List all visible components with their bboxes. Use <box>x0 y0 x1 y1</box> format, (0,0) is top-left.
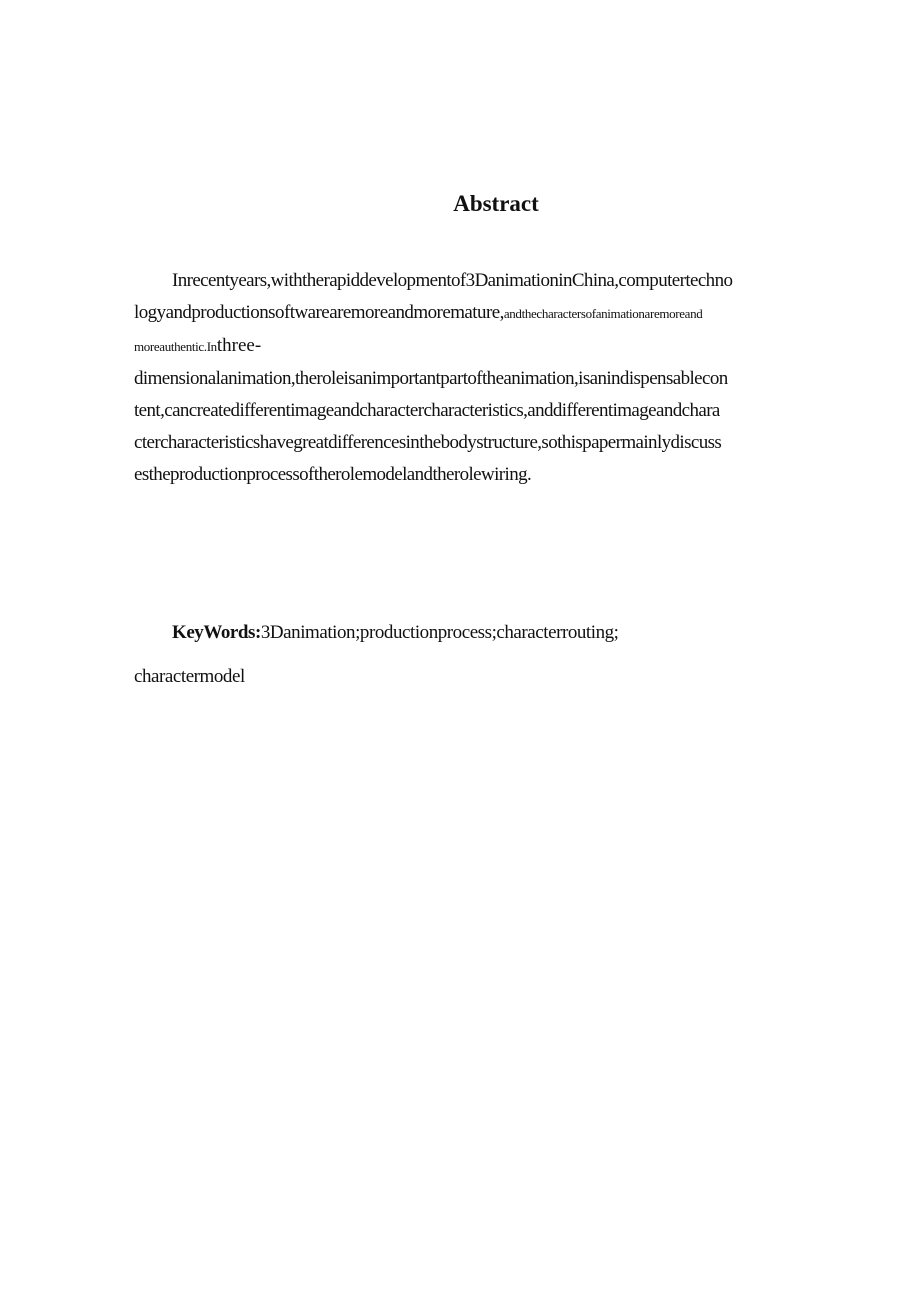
abstract-line-2-main: logyandproductionsoftwarearemoreandmoremature, <box>134 302 504 323</box>
abstract-line-3-small: moreauthentic.In <box>134 339 217 354</box>
abstract-line-6: ctercharacteristicshavegreatdifferencesinthebodystructure,sothispapermainlydiscuss <box>134 432 722 453</box>
keywords-label: KeyWords: <box>172 622 261 643</box>
abstract-line-5: tent,cancreatedifferentimageandcharactercharacteristics,anddifferentimageandchara <box>134 400 720 421</box>
abstract-line-4: dimensionalanimation,theroleisanimportantpartoftheanimation,isanindispensablecon <box>134 368 728 389</box>
keywords-line-2: charactermodel <box>134 666 245 687</box>
abstract-line-2-small: andthecharactersofanimationaremoreand <box>503 306 703 321</box>
keywords-text-1: 3Danimation;productionprocess;characterrouting; <box>260 622 619 643</box>
abstract-title: Abstract <box>453 191 539 216</box>
abstract-line-3-main: three- <box>216 335 262 356</box>
abstract-line-1: Inrecentyears,withtherapiddevelopmentof3DanimationinChina,computertechno <box>172 270 733 291</box>
abstract-line-7: estheproductionprocessoftherolemodelandtherolewiring. <box>134 464 532 485</box>
abstract-line-3 <box>134 333 261 360</box>
abstract-line-2 <box>134 300 702 327</box>
keywords-line-1 <box>172 620 619 646</box>
